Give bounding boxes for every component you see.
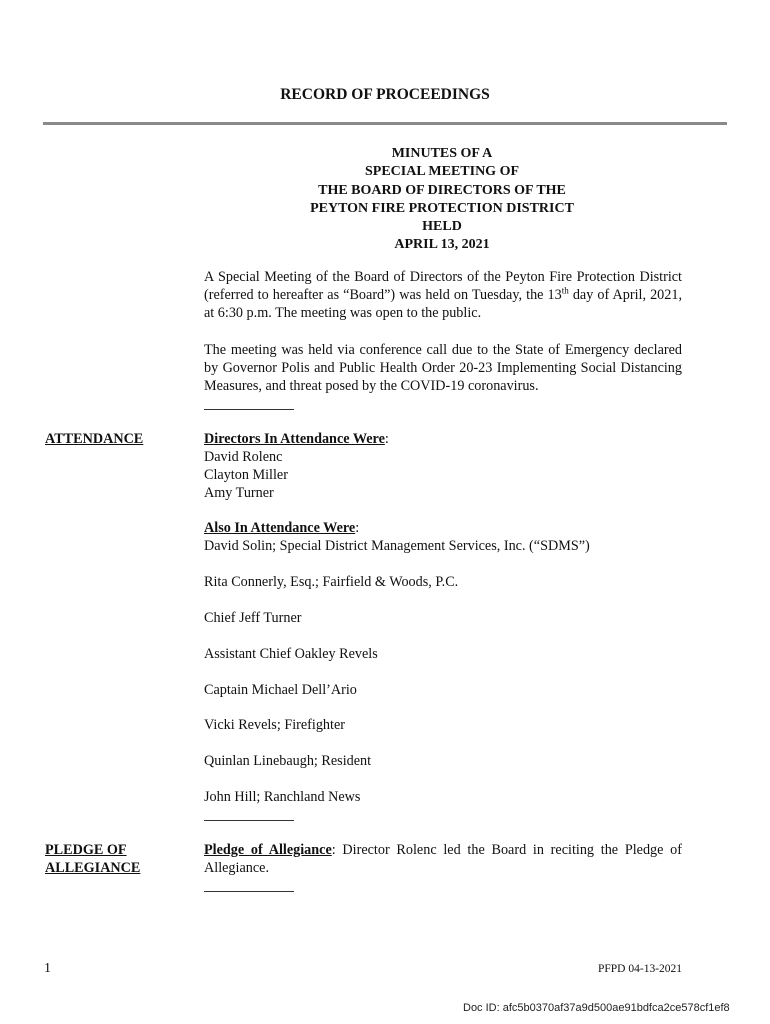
page-number: 1 (44, 961, 51, 976)
title-line: PEYTON FIRE PROTECTION DISTRICT (310, 200, 574, 216)
also-attendance-heading: Also In Attendance Were: (204, 520, 360, 536)
attendee-item: Rita Connerly, Esq.; Fairfield & Woods, P.C. (204, 574, 459, 590)
intro-text: A Special Meeting of the Board of Directors of the Peyton Fire Protection District (referred to hereafter as “Board”) was held on Tuesday, the 13 (204, 269, 682, 304)
page-title: RECORD OF PROCEEDINGS (280, 86, 490, 103)
title-line: HELD (422, 219, 462, 235)
doc-id: Doc ID: afc5b0370af37a9d500ae91bdfca2ce578cf1ef8 (463, 1002, 730, 1014)
also-heading-text: Also In Attendance Were (204, 520, 356, 536)
title-line: SPECIAL MEETING OF (364, 164, 520, 180)
section-divider (204, 820, 294, 821)
attendee-item: David Solin; Special District Management Services, Inc. (“SDMS”) (204, 538, 590, 554)
director-item: Clayton Miller (204, 467, 288, 483)
attendee-item: Chief Jeff Turner (204, 610, 302, 626)
attendee-item: Assistant Chief Oakley Revels (204, 646, 378, 662)
title-line: APRIL 13, 2021 (394, 237, 490, 253)
directors-heading-text: Directors In Attendance Were (204, 431, 385, 447)
attendee-item: Captain Michael Dell’Ario (204, 682, 357, 698)
directors-heading: Directors In Attendance Were: (204, 431, 389, 447)
director-item: Amy Turner (204, 485, 274, 501)
attendee-item: Vicki Revels; Firefighter (204, 717, 345, 733)
intro-paragraph-1 (204, 268, 682, 323)
pledge-text: : Director Rolenc led the Board in reciting the Pledge of Allegiance. (204, 842, 682, 877)
header-divider (43, 122, 727, 125)
attendee-item: John Hill; Ranchland News (204, 789, 361, 805)
intro-paragraph-2: The meeting was held via conference call due to the State of Emergency declared by Governor Polis and Public Health Order 20-23 Implementing Social Distancing Measures, and threat posed by the COVID-19 coronavirus. (204, 342, 682, 395)
attendee-item: Quinlan Linebaugh; Resident (204, 753, 372, 769)
pledge-heading: Pledge of Allegiance (204, 842, 332, 858)
title-line: THE BOARD OF DIRECTORS OF THE (318, 182, 566, 198)
attendance-label: ATTENDANCE (45, 431, 144, 447)
title-line: MINUTES OF A (391, 146, 493, 161)
intro-text-cont: day of April, 2021, at 6:30 p.m. The meeting was open to the public. (204, 287, 683, 322)
section-divider (204, 409, 294, 410)
pledge-label (45, 841, 140, 877)
footer-code: PFPD 04-13-2021 (598, 963, 683, 975)
pledge-paragraph (204, 841, 682, 877)
section-divider (204, 891, 294, 892)
ordinal-suffix: th (561, 285, 569, 296)
minutes-title-block (200, 145, 684, 255)
pledge-label-line: PLEDGE OF (45, 842, 127, 858)
director-item: David Rolenc (204, 449, 283, 465)
pledge-label-line: ALLEGIANCE (45, 860, 141, 876)
